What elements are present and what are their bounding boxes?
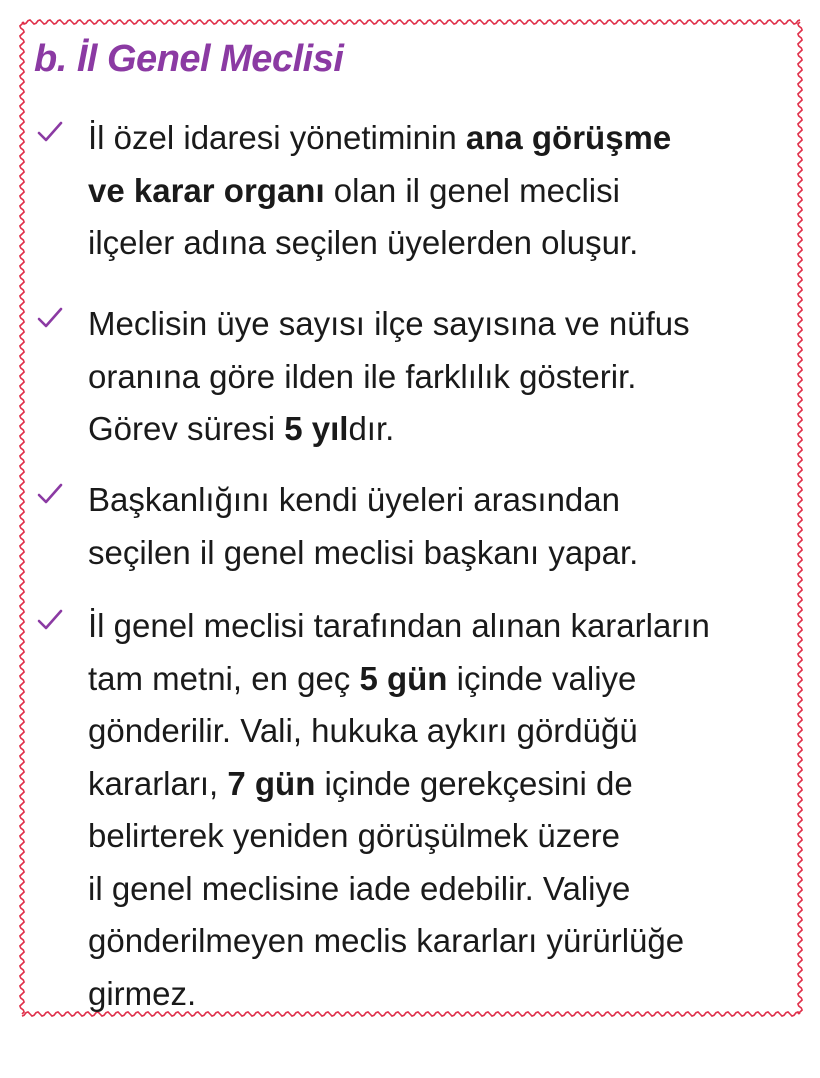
bold-text-run: 5 gün <box>359 659 448 697</box>
check-icon <box>36 606 64 634</box>
text-line <box>88 968 788 1021</box>
text-line <box>88 600 788 653</box>
frame-edge <box>798 22 802 1014</box>
text-run: İl özel idaresi yönetiminin <box>88 119 466 156</box>
bold-text-run: ana görüşme <box>465 119 672 156</box>
text-line <box>88 527 788 580</box>
text-line <box>88 403 788 456</box>
text-run: kararları, <box>88 764 228 802</box>
text-run: gönderilir. Vali, hukuka aykırı gördüğü <box>88 712 638 749</box>
item-text <box>88 298 788 456</box>
text-run: belirterek yeniden görüşülmek üzere <box>88 817 620 854</box>
text-line <box>88 165 788 218</box>
text-line <box>88 112 788 165</box>
text-line <box>88 217 788 270</box>
item-text <box>88 112 788 270</box>
check-icon <box>36 480 64 508</box>
frame-edge <box>20 22 24 1014</box>
text-run: dır. <box>348 410 395 447</box>
text-line <box>88 653 788 706</box>
bold-text-run: 7 gün <box>227 764 316 802</box>
text-run: girmez. <box>88 974 197 1012</box>
text-line <box>88 863 788 916</box>
item-text <box>88 474 788 579</box>
text-run: Meclisin üye sayısı ilçe sayısına ve nüfus <box>88 305 690 342</box>
text-run: il genel meclisine iade edebilir. Valiye <box>88 869 631 907</box>
text-line <box>88 810 788 863</box>
text-run: gönderilmeyen meclis kararları yürürlüğe <box>88 922 685 959</box>
frame-edge <box>22 20 800 24</box>
check-icon <box>36 304 64 332</box>
text-run: tam metni, en geç <box>88 659 360 697</box>
text-run: olan il genel meclisi <box>324 171 620 209</box>
text-run: içinde valiye <box>447 659 637 697</box>
bold-text-run: 5 yıl <box>284 410 349 447</box>
text-run: Başkanlığını kendi üyeleri arasından <box>88 481 620 518</box>
text-run: İl genel meclisi tarafından alınan kararların <box>88 607 710 644</box>
bold-text-run: ve karar organı <box>88 171 325 209</box>
text-run: Görev süresi <box>88 410 285 447</box>
text-line <box>88 474 788 527</box>
text-run: seçilen il genel meclisi başkanı yapar. <box>88 533 639 571</box>
text-run: içinde gerekçesini de <box>315 764 633 802</box>
text-line <box>88 298 788 351</box>
text-line <box>88 351 788 404</box>
text-line <box>88 758 788 811</box>
item-text <box>88 600 788 1020</box>
section-title: b. İl Genel Meclisi <box>34 38 344 80</box>
text-run: ilçeler adına seçilen üyelerden oluşur. <box>88 224 639 261</box>
text-line <box>88 915 788 968</box>
text-line <box>88 705 788 758</box>
text-run: oranına göre ilden ile farklılık gösterir. <box>88 357 637 395</box>
check-icon <box>36 118 64 146</box>
